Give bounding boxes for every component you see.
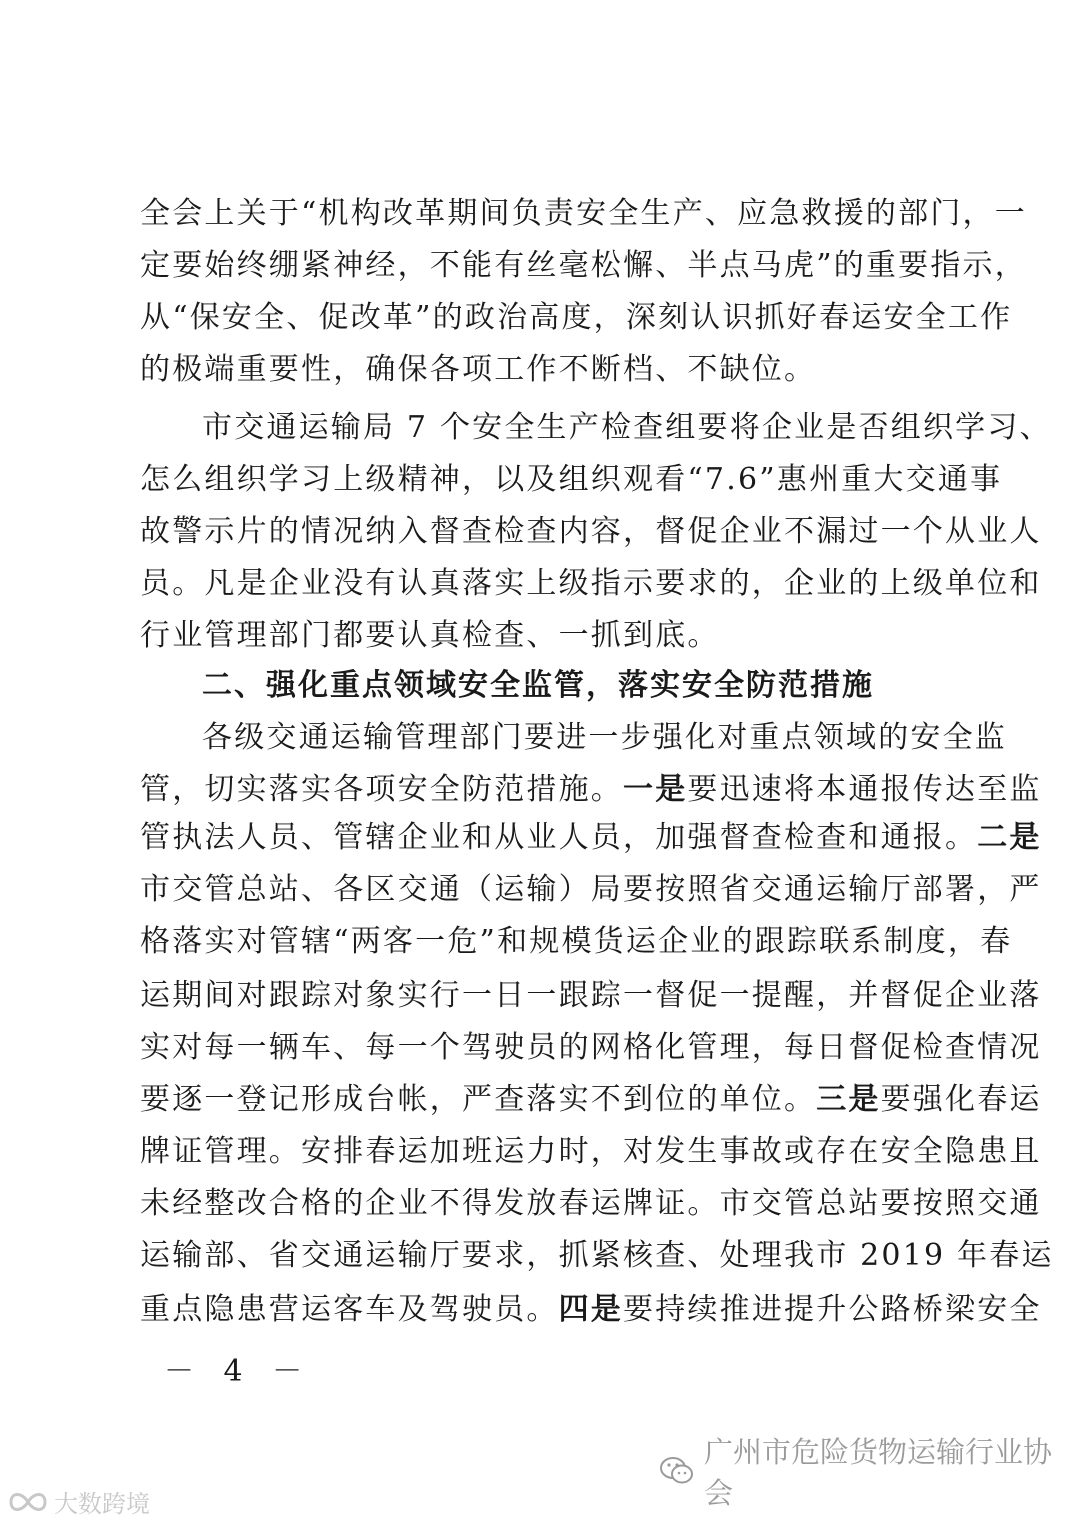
body-line: 各级交通运输管理部门要进一步强化对重点领域的安全监: [202, 720, 1007, 755]
watermark-brand-name: 大数跨境: [54, 1490, 150, 1518]
body-line: 故警示片的情况纳入督查检查内容，督促企业不漏过一个从业人: [140, 514, 1042, 549]
infinity-logo-icon: [6, 1489, 50, 1515]
watermark-account: [660, 1430, 1080, 1512]
body-text: 重点隐患营运客车及驾驶员。: [140, 1292, 559, 1327]
body-line: 实对每一辆车、每一个驾驶员的网格化管理，每日督促检查情况: [140, 1030, 1042, 1065]
section-heading: 二、强化重点领域安全监管，落实安全防范措施: [202, 668, 874, 703]
emphasis-label: 二是: [977, 820, 1042, 855]
body-line: [140, 814, 1042, 862]
body-line: [140, 1076, 1042, 1124]
body-text: 管，切实落实各项安全防范措施。: [140, 772, 623, 807]
emphasis-label: 一是: [623, 772, 688, 807]
body-line: 怎么组织学习上级精神，以及组织观看“7.6”惠州重大交通事: [140, 462, 1003, 497]
body-text: 要逐一登记形成台帐，严查落实不到位的单位。: [140, 1082, 817, 1117]
body-line: 从“保安全、促改革”的政治高度，深刻认识抓好春运安全工作: [140, 300, 1013, 335]
wechat-icon: [660, 1456, 694, 1486]
body-line: 定要始终绷紧神经，不能有丝毫松懈、半点马虎”的重要指示，: [140, 248, 1027, 283]
body-line: 运输部、省交通运输厅要求，抓紧核查、处理我市 2019 年春运: [140, 1238, 1054, 1273]
body-text: 要迅速将本通报传达至监: [687, 772, 1042, 807]
watermark-brand: [6, 1484, 150, 1519]
emphasis-label: 四是: [558, 1292, 624, 1327]
body-line: 的极端重要性，确保各项工作不断档、不缺位。: [140, 352, 817, 387]
page-number: － 4 －: [164, 1354, 313, 1389]
body-line: 运期间对跟踪对象实行一日一跟踪一督促一提醒，并督促企业落: [140, 978, 1042, 1013]
body-line: 市交通运输局 7 个安全生产检查组要将企业是否组织学习、: [202, 410, 1052, 445]
body-line: [140, 766, 1042, 814]
body-line: 全会上关于“机构改革期间负责安全生产、应急救援的部门，一: [140, 196, 1027, 231]
emphasis-label: 三是: [816, 1082, 881, 1117]
body-line: 行业管理部门都要认真检查、一抓到底。: [140, 618, 720, 653]
body-text: 管执法人员、管辖企业和从业人员，加强督查检查和通报。: [140, 820, 978, 855]
body-line: [140, 1286, 1042, 1334]
body-line: 格落实对管辖“两客一危”和规模货运企业的跟踪联系制度，春: [140, 924, 1013, 959]
body-line: 牌证管理。安排春运加班运力时，对发生事故或存在安全隐患且: [140, 1134, 1042, 1169]
body-text: 要持续推进提升公路桥梁安全: [623, 1292, 1042, 1327]
body-line: 未经整改合格的企业不得发放春运牌证。市交管总站要按照交通: [140, 1186, 1042, 1221]
body-line: 员。凡是企业没有认真落实上级指示要求的，企业的上级单位和: [140, 566, 1042, 601]
body-line: 市交管总站、各区交通（运输）局要按照省交通运输厅部署，严: [140, 872, 1042, 907]
body-text: 要强化春运: [880, 1082, 1042, 1117]
watermark-account-name: 广州市危险货物运输行业协会: [704, 1435, 1053, 1510]
